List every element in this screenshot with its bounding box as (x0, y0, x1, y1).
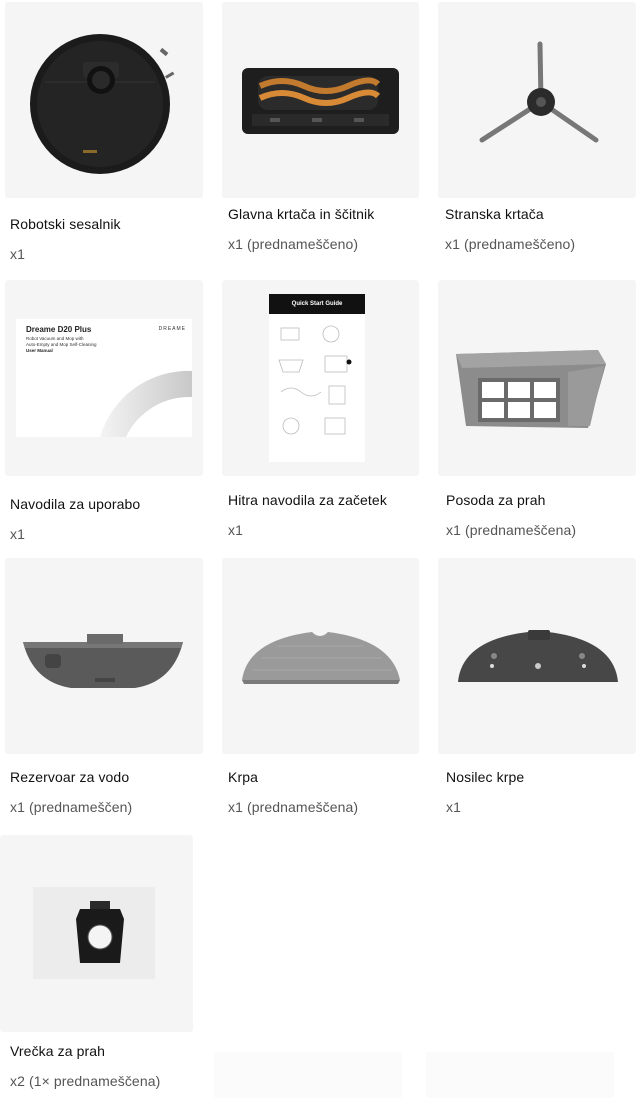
item-title: Glavna krtača in ščitnik (228, 206, 375, 222)
item-title: Rezervoar za vodo (10, 769, 130, 785)
side-brush-icon (438, 2, 636, 198)
item-quantity: x1 (prednameščena) (446, 522, 577, 538)
mop-pad-image (222, 558, 419, 754)
item-title: Krpa (228, 769, 258, 785)
item-quantity: x1 (prednameščena) (228, 799, 359, 815)
guide-illustrations-icon (269, 314, 365, 462)
item-title: Navodila za uporabo (10, 496, 141, 512)
dust-bin-image (438, 280, 636, 476)
water-tank-icon (5, 558, 203, 754)
manual-cover (16, 319, 192, 437)
empty-card-placeholder (214, 1052, 402, 1098)
item-quantity: x1 (10, 246, 25, 262)
item-quantity: x1 (prednameščeno) (228, 236, 359, 252)
dust-bag-image (0, 835, 193, 1032)
item-quantity: x1 (10, 526, 25, 542)
robot-vacuum-image (5, 2, 203, 198)
item-quantity: x1 (228, 522, 243, 538)
dust-bin-icon (438, 280, 636, 476)
main-brush-icon (222, 2, 419, 198)
item-title: Stranska krtača (445, 206, 544, 222)
user-manual-image (5, 280, 203, 476)
manual-brand: DREAME (158, 326, 186, 332)
manual-line3: User Manual (26, 348, 53, 353)
main-brush-image (222, 2, 419, 198)
item-title: Nosilec krpe (446, 769, 525, 785)
robot-vacuum-icon (5, 2, 203, 198)
side-brush-image (438, 2, 636, 198)
guide-sheet (269, 294, 365, 462)
item-title: Posoda za prah (446, 492, 546, 508)
manual-model: Dreame D20 Plus (26, 325, 92, 334)
dust-bag-icon (0, 835, 193, 1032)
item-title: Robotski sesalnik (10, 216, 121, 232)
guide-header: Quick Start Guide (269, 294, 365, 314)
item-quantity: x1 (446, 799, 461, 815)
mop-holder-icon (438, 558, 636, 754)
item-title: Vrečka za prah (10, 1043, 106, 1059)
manual-line2: Auto-Empty and Mop Self-Cleaning (26, 342, 97, 347)
mop-pad-icon (222, 558, 419, 754)
water-tank-image (5, 558, 203, 754)
empty-card-placeholder (426, 1052, 614, 1098)
item-quantity: x1 (prednameščeno) (445, 236, 576, 252)
quick-start-guide-image (222, 280, 419, 476)
item-title: Hitra navodila za začetek (228, 492, 387, 508)
manual-line1: Robot Vacuum and Mop with (26, 336, 84, 341)
mop-holder-image (438, 558, 636, 754)
item-quantity: x2 (1× prednameščena) (10, 1073, 161, 1089)
item-quantity: x1 (prednameščen) (10, 799, 133, 815)
